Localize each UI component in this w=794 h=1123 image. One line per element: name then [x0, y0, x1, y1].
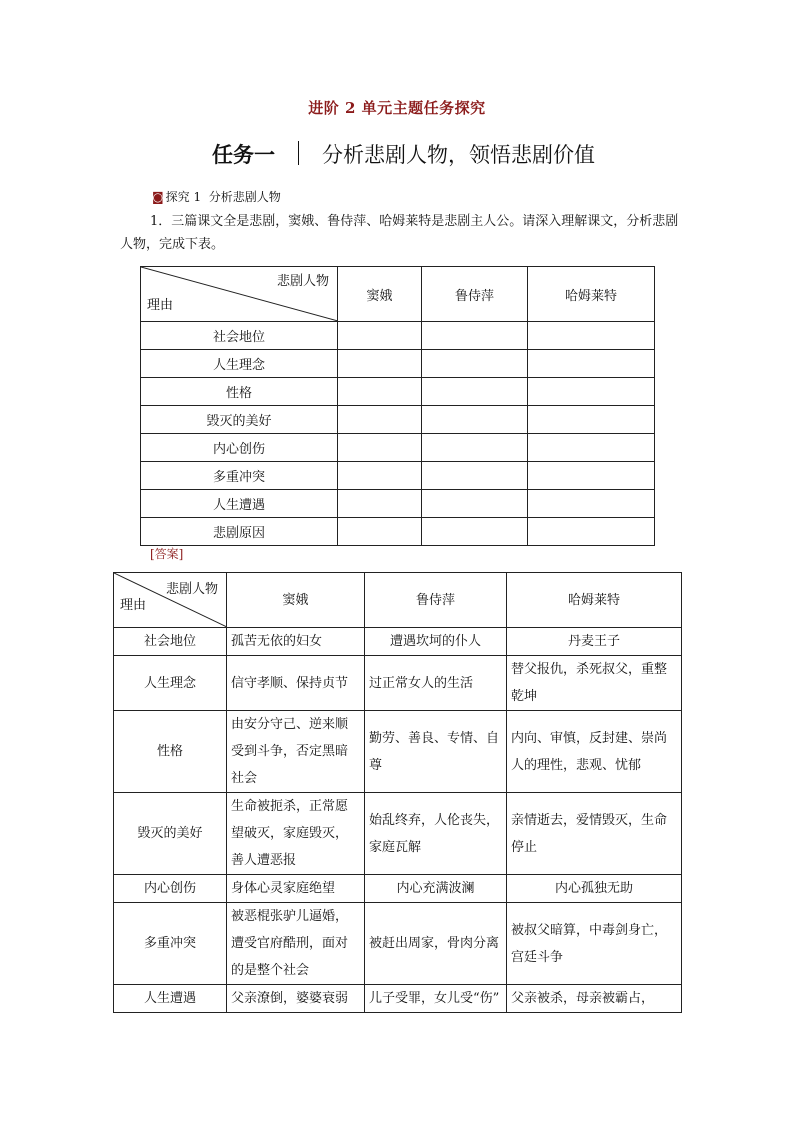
- answer-cell: 遭遇坎坷的仆人: [365, 628, 507, 656]
- answer-row-label: 多重冲突: [114, 903, 227, 985]
- answer-cell: 内向、审慎，反封建、崇尚人的理性，悲观、忧郁: [507, 711, 682, 793]
- answer-cell: 被恶棍张驴儿逼婚，遭受官府酷刑，面对的是整个社会: [227, 903, 365, 985]
- row-label: 毁灭的美好: [141, 406, 338, 434]
- blank-cell[interactable]: [528, 490, 655, 518]
- answer-cell: 身体心灵家庭绝望: [227, 875, 365, 903]
- page-heading: 进阶 2 单元主题任务探究: [308, 99, 486, 117]
- blank-cell[interactable]: [528, 462, 655, 490]
- answer-header-reason-label: 理由: [120, 598, 147, 613]
- blank-cell[interactable]: [528, 434, 655, 462]
- answer-row: [114, 628, 682, 656]
- answer-cell: 亲情逝去，爱情毁灭，生命停止: [507, 793, 682, 875]
- blank-cell[interactable]: [422, 518, 528, 546]
- answer-cell: 丹麦王子: [507, 628, 682, 656]
- worksheet-table: [140, 266, 655, 546]
- blank-cell[interactable]: [422, 378, 528, 406]
- answer-row-label: 毁灭的美好: [114, 793, 227, 875]
- answer-row-label: 人生遭遇: [114, 985, 227, 1013]
- table-header-row: [141, 267, 655, 322]
- section-mark-icon: ◙: [152, 190, 164, 204]
- answer-cell: 内心孤独无助: [507, 875, 682, 903]
- answer-cell: 父亲被杀，母亲被霸占，: [507, 985, 682, 1013]
- table-row: [141, 462, 655, 490]
- table-row: [141, 378, 655, 406]
- answer-cell: 被叔父暗算，中毒剑身亡，宫廷斗争: [507, 903, 682, 985]
- blank-cell[interactable]: [338, 462, 422, 490]
- header-character-1: 窦娥: [338, 267, 422, 322]
- answer-header-characters-label: 悲剧人物: [165, 582, 218, 597]
- row-label: 多重冲突: [141, 462, 338, 490]
- title-separator: [298, 141, 299, 165]
- table-row: [141, 406, 655, 434]
- blank-cell[interactable]: [338, 350, 422, 378]
- answer-row-label: 人生理念: [114, 656, 227, 711]
- answer-cell: 替父报仇，杀死叔父，重整乾坤: [507, 656, 682, 711]
- answer-cell: 生命被扼杀，正常愿望破灭，家庭毁灭，善人遭恶报: [227, 793, 365, 875]
- answer-row: [114, 985, 682, 1013]
- blank-cell[interactable]: [338, 518, 422, 546]
- header-character-2: 鲁侍萍: [422, 267, 528, 322]
- header-reason-label: 理由: [147, 298, 174, 313]
- header-characters-label: 悲剧人物: [276, 274, 329, 289]
- blank-cell[interactable]: [338, 490, 422, 518]
- section-number: 探究 1: [165, 190, 202, 204]
- blank-cell[interactable]: [422, 462, 528, 490]
- section-title: 分析悲剧人物: [208, 190, 281, 204]
- blank-cell[interactable]: [338, 322, 422, 350]
- blank-cell[interactable]: [422, 406, 528, 434]
- answer-row: [114, 793, 682, 875]
- table-row: [141, 518, 655, 546]
- row-label: 社会地位: [141, 322, 338, 350]
- answer-header-character-2: 鲁侍萍: [365, 573, 507, 628]
- table-row: [141, 434, 655, 462]
- task-title: 任务一: [212, 143, 275, 167]
- answer-header-row: [114, 573, 682, 628]
- row-label: 人生遭遇: [141, 490, 338, 518]
- answer-cell: 始乱终弃，人伦丧失，家庭瓦解: [365, 793, 507, 875]
- answer-cell: 信守孝顺、保持贞节: [227, 656, 365, 711]
- answer-row: [114, 711, 682, 793]
- answer-cell: 儿子受罪，女儿受“伤”: [365, 985, 507, 1013]
- blank-cell[interactable]: [422, 434, 528, 462]
- blank-cell[interactable]: [338, 434, 422, 462]
- task-subtitle: 分析悲剧人物，领悟悲剧价值: [322, 143, 595, 167]
- blank-cell[interactable]: [528, 350, 655, 378]
- answer-cell: 父亲潦倒，婆婆衰弱: [227, 985, 365, 1013]
- answer-header-character-3: 哈姆莱特: [507, 573, 682, 628]
- answer-cell: 过正常女人的生活: [365, 656, 507, 711]
- blank-cell[interactable]: [528, 406, 655, 434]
- blank-cell[interactable]: [422, 350, 528, 378]
- row-label: 性格: [141, 378, 338, 406]
- question-text: 1．三篇课文全是悲剧，窦娥、鲁侍萍、哈姆莱特是悲剧主人公。请深入理解课文，分析悲剧人物，完成下表。: [120, 214, 679, 252]
- answer-cell: 被赶出周家，骨肉分离: [365, 903, 507, 985]
- answer-row: [114, 903, 682, 985]
- row-label: 内心创伤: [141, 434, 338, 462]
- answer-row: [114, 875, 682, 903]
- answer-row-label: 性格: [114, 711, 227, 793]
- answer-row-label: 社会地位: [114, 628, 227, 656]
- blank-cell[interactable]: [528, 518, 655, 546]
- answer-corner-cell: [114, 573, 227, 628]
- answer-cell: 勤劳、善良、专情、自尊: [365, 711, 507, 793]
- blank-cell[interactable]: [338, 406, 422, 434]
- answer-header-character-1: 窦娥: [227, 573, 365, 628]
- answer-cell: 由安分守己、逆来顺受到斗争，否定黑暗社会: [227, 711, 365, 793]
- answer-cell: 内心充满波澜: [365, 875, 507, 903]
- blank-cell[interactable]: [528, 378, 655, 406]
- answer-row-label: 内心创伤: [114, 875, 227, 903]
- answer-label: [答案]: [150, 547, 184, 561]
- blank-cell[interactable]: [528, 322, 655, 350]
- section-label: [152, 188, 281, 205]
- row-label: 悲剧原因: [141, 518, 338, 546]
- blank-cell[interactable]: [422, 322, 528, 350]
- answer-cell: 孤苦无依的妇女: [227, 628, 365, 656]
- table-row: [141, 322, 655, 350]
- row-label: 人生理念: [141, 350, 338, 378]
- table-row: [141, 490, 655, 518]
- table-row: [141, 350, 655, 378]
- blank-cell[interactable]: [422, 490, 528, 518]
- header-corner-cell: [141, 267, 338, 322]
- answer-row: [114, 656, 682, 711]
- answer-table: [113, 572, 682, 1013]
- blank-cell[interactable]: [338, 378, 422, 406]
- header-character-3: 哈姆莱特: [528, 267, 655, 322]
